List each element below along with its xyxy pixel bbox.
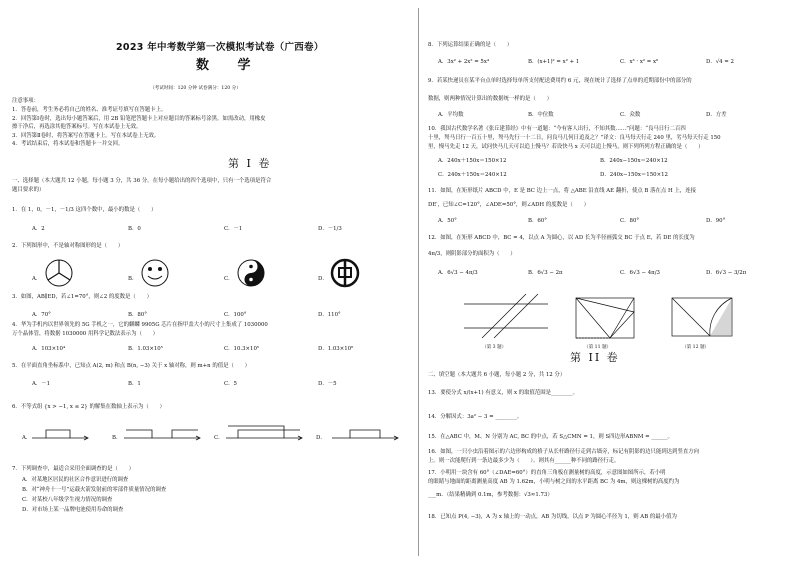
q12-option-a: A．6√3 − 4π/3 [438, 270, 478, 276]
q11-option-a: A．50° [438, 218, 457, 224]
question-9-cont: 数据，则两种情况计算出的数据统一样的是（ ） [428, 96, 552, 102]
q12-option-b: B．6√3 − 2π [528, 270, 563, 276]
question-6: 6．不等式组 {x > −1, x ≤ 2} 的解集在数轴上表示为（ ） [12, 404, 165, 410]
q6-numberline-a [30, 420, 90, 446]
q3-option-c: C．100° [224, 312, 247, 318]
q11-option-d: D．90° [706, 218, 726, 224]
note-item: 2．回答第Ⅰ卷时，选出每小题答案后，用 2B 铅笔把答题卡上对应题目的答案标号涂黑。如需改动，用橡皮 [12, 116, 266, 122]
q2-bank-logo-figure [330, 258, 360, 288]
q2-yinyang-figure [236, 258, 266, 288]
q4-option-c: C．10.3×10⁵ [224, 346, 260, 352]
q7-option-d: D．对市场上某一品牌电池使用寿命的调查 [22, 507, 124, 513]
question-16-cont: 上。则一次能爬行到一条边最多少为（ ）。则其有______种不同的路径行走。 [428, 458, 620, 464]
q6-option-d: D． [316, 435, 326, 441]
q3-option-b: B．80° [128, 312, 147, 318]
q8-option-c: C．x³ · x² = x⁶ [620, 59, 659, 65]
q9-option-b: B．中位数 [528, 112, 554, 118]
fig-caption-q11: （第 11 题） [584, 345, 612, 350]
q11-option-c: C．80° [620, 218, 640, 224]
question-7: 7．下列调查中，最适合采用全面调查的是（ ） [12, 466, 135, 472]
right-column [420, 0, 794, 562]
question-8: 8．下列运算结果正确的是（ ） [428, 42, 513, 48]
q2-option-b: B． [128, 276, 138, 282]
note-item: 1．答卷前，考生务必将自己的姓名、准考证号填写在答题卡上。 [12, 107, 167, 113]
question-9: 9．若某快递员在某平台点单时选择每单所支付配送费用约 6 元，现在统计了选择了点单的近期部份中的部分的 [428, 78, 692, 84]
q1-option-d: D．－1/3 [318, 226, 342, 232]
q10-option-d: D．240x−150x＝150×12 [600, 172, 668, 178]
question-5: 5．在平面直角坐标系中，已知点 A(2, m) 和点 B(n, −3) 关于 x 轴对称，则 m+n 的值是（ ） [12, 363, 251, 369]
q2-option-a: A． [32, 276, 42, 282]
question-12: 12．如图，在矩形 ABCD 中，BC = 4，以点 A 为圆心，以 AD 长为半径画弧交 BC 于点 E，若 DE 的长度为 [428, 235, 695, 241]
q7-option-a: A．对某地区居民的社区合作意识进行的调查 [22, 477, 129, 483]
question-14: 14．分解因式：3a² − 3 = ________。 [428, 414, 523, 420]
part2-title: 第 II 卷 [570, 351, 620, 364]
q2-smiley-figure [140, 258, 170, 288]
q1-option-a: A．2 [32, 226, 45, 232]
note-item: 4．考试结束后，将本试卷和答题卡一并交回。 [12, 141, 124, 147]
q6-numberline-b [122, 420, 202, 446]
question-11-cont: DE′，已知∠C=120°，∠ADE=50°，则∠ADH 的度数是（ ） [428, 202, 589, 208]
question-2: 2．下列图形中，不是轴对称图形的是（ ） [12, 243, 124, 249]
q8-option-b: B．(x+1)² = x² + 1 [528, 59, 580, 65]
q7-option-c: C．对某校八年级学生视力情况的调查 [22, 497, 113, 503]
question-12-cont: 4π/3，则阴影部分的面积为（ ） [428, 251, 516, 257]
question-3: 3．如图，AB∥ED，若∠1=70°，则∠2 的度数是（ ） [12, 294, 152, 300]
question-4: 4．华为手机内以世界领先的 5G 手机之一，它的麒麟 9905G 芯片在指甲盖大小的尺寸上集成了 1030000 [12, 322, 268, 328]
q12-option-c: C．6√3 − 4π/3 [620, 270, 660, 276]
fig-caption-q3: （第 3 题） [482, 345, 507, 350]
q5-option-b: B．1 [128, 381, 141, 387]
q6-option-c: C． [214, 435, 224, 441]
fig-caption-q12: （第 12 题） [682, 345, 710, 350]
note-item: 擦干净后，再选涂其他答案标号。写在本试卷上无效。 [12, 124, 142, 130]
q7-option-b: B．对“神舟十一号”运载火箭发射前的零部件质量情况的调查 [22, 487, 167, 493]
part1-title: 第 I 卷 [228, 157, 272, 170]
q1-option-b: B．0 [128, 226, 141, 232]
part1-instruction-cont: 题目要求的） [12, 187, 45, 193]
question-17-cont2: ___m．（结果精确到 0.1m，参考数据：√3≈1.73） [428, 492, 553, 498]
q10-option-b: B．240x−150x＝240×12 [600, 158, 668, 164]
question-10-cont: 十里，驽马日行一百五十里，驽马先行一十二日，问良马几何日追及之？”译文：良马每天行走 240 里，劣马每天行走 150 [428, 135, 721, 141]
q9-option-a: A．平均数 [438, 112, 464, 118]
q2-option-c: C． [224, 276, 234, 282]
q6-option-a: A． [22, 435, 32, 441]
q5-option-c: C．5 [224, 381, 237, 387]
question-18: 18．已知点 P(4, −3)，A 为 x 轴上的一动点，AB 为切线，以点 P 为圆心半径为 1，则 AB 的最小值为 [428, 514, 677, 520]
q9-option-d: D．方差 [706, 112, 727, 118]
q3-option-d: D．110° [318, 312, 341, 318]
q3-option-a: A．70° [32, 312, 51, 318]
part2-instruction: 二、填空题（本大题共 6 小题，每小题 2 分，共 12 分） [428, 372, 566, 378]
q5-option-d: D．－5 [318, 381, 337, 387]
q9-option-c: C．众数 [620, 112, 641, 118]
question-10-cont2: 里，慢马先走 12 天，试问快马几天可以追上慢马？若设快马 x 天可以追上慢马，则下列所列方程正确的是（ ） [428, 144, 704, 150]
question-10: 10．我国古代数学名著《张丘建算经》中有一道题：“今有客人出行，不知其数……”问题：“良马日行二百四 [428, 126, 686, 132]
exam-meta: （考试时间：120 分钟 试卷满分：120 分） [150, 86, 241, 91]
question-1: 1．在 1，0，－1，－1/3 这四个数中，最小的数是（ ） [12, 207, 157, 213]
question-17-cont: 的眼睛与地面的距离测量高度 AB 为 1.62m，小明与树之间的水平距离 BC 为 4m，则这棵树的高度约为 [428, 479, 680, 485]
exam-title: 2023 年中考数学第一次模拟考试卷（广西卷） [116, 42, 324, 53]
notes-heading: 注意事项： [12, 98, 39, 104]
q1-option-c: C．－1 [224, 226, 243, 232]
q6-numberline-c [224, 420, 304, 446]
q10-option-c: C．240x＋150x＝240×12 [438, 172, 507, 178]
q8-option-a: A．3x² + 2x² = 5x⁴ [438, 59, 490, 65]
question-13: 13．要使分式 x/(x+1) 有意义，则 x 的取值范围是________。 [428, 390, 579, 396]
q4-option-a: A．103×10⁴ [32, 346, 66, 352]
q10-option-a: A．240x＋150x＝150×12 [438, 158, 507, 164]
q6-numberline-d [330, 420, 400, 446]
q4-option-d: D．1.03×10⁶ [318, 346, 354, 352]
q12-option-d: D．6√3 − 3/2π [706, 270, 747, 276]
q5-option-a: A．－1 [32, 381, 51, 387]
q6-option-b: B． [112, 435, 122, 441]
note-item: 3．回答第Ⅱ卷时，将答案写在答题卡上。写在本试卷上无效。 [12, 133, 160, 139]
q4-option-b: B．1.03×10⁵ [128, 346, 163, 352]
subject-title: 数 学 [196, 58, 263, 73]
q2-option-d: D． [318, 276, 328, 282]
column-divider [418, 8, 419, 556]
question-4-cont: 万个晶体管，将数据 1030000 用科学记数法表示为（ ） [12, 331, 159, 337]
fig-q12-rectangle-arc [666, 294, 738, 340]
fig-q3-parallel-lines [460, 292, 552, 340]
question-15: 15．在△ABC 中，M、N 分别为 AC, BC 的中点，若 S△CMN = 1，则 S四边形ABNM = ______。 [428, 434, 673, 440]
q8-option-d: D．√4 = 2 [706, 59, 734, 65]
question-11: 11．如图，在矩形纸片 ABCD 中，E 是 BC 边上一点，将 △ABE 沿直线 AE 翻折，使点 B 落在点 H 上，连接 [428, 188, 696, 194]
fig-q11-rectangle-fold [570, 292, 640, 342]
q11-option-b: B．60° [528, 218, 547, 224]
q2-mercedes-figure [44, 258, 74, 288]
question-16: 16．如图，一只小虫沿着图示的六边形构成的格子从长杆路径行走到古墙旁，标记有阴影的边只能到达到竖直方向 [428, 449, 700, 455]
part1-instruction: 一、选择题（本大题共 12 小题，每小题 3 分，共 36 分。在每小题给出的四个选项中，只有一个选项是符合 [12, 178, 272, 184]
question-17: 17．小明用一块含有 60°（∠DAE=60°）的直角三角板在测量树的高度，示意图如图所示，若小明 [428, 470, 666, 476]
